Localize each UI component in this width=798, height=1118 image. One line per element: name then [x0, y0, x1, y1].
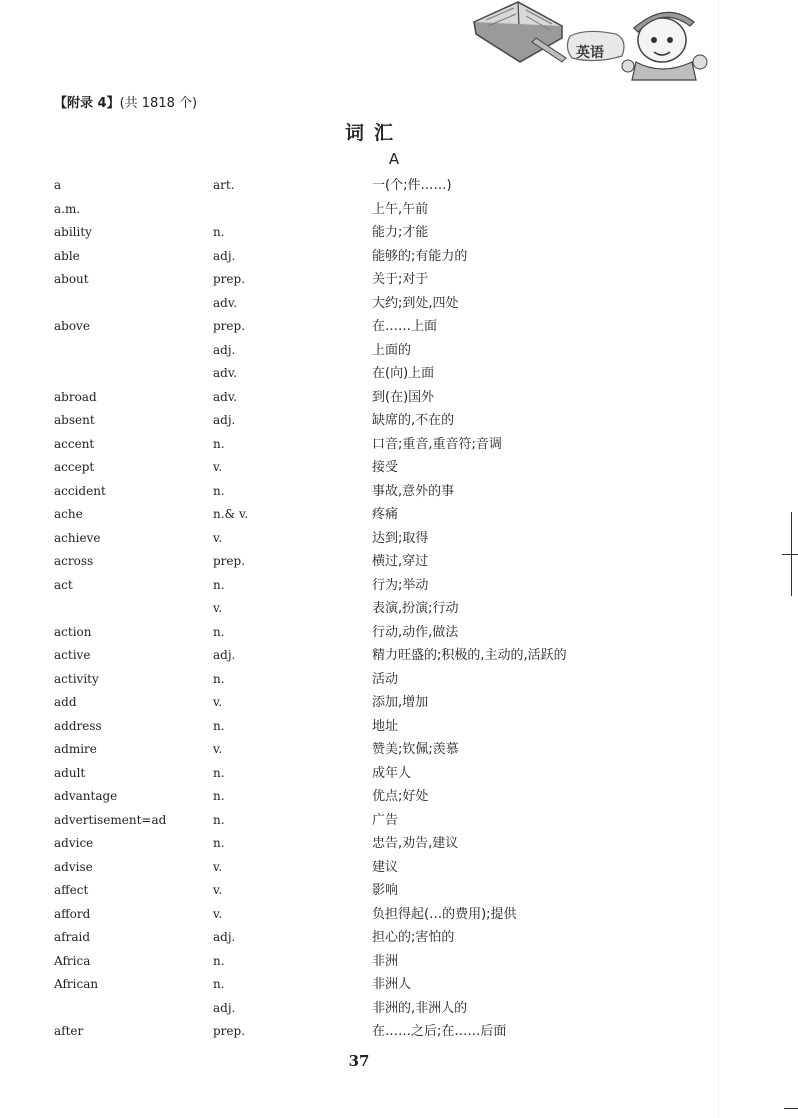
- vocab-row: [54, 1020, 694, 1044]
- vocab-meaning: 一(个;件……): [372, 178, 452, 193]
- vocab-meaning: 关于;对于: [372, 272, 429, 287]
- page-margin: [718, 0, 798, 1118]
- part-of-speech: v.: [213, 601, 223, 615]
- part-of-speech: adj.: [213, 413, 236, 427]
- part-of-speech: n.: [213, 836, 225, 850]
- vocab-row: [54, 644, 694, 668]
- vocab-meaning: 非洲: [372, 953, 399, 969]
- vocab-row: [54, 550, 694, 574]
- vocab-row: [54, 292, 694, 316]
- vocab-row: [54, 174, 694, 198]
- vocab-word: accent: [54, 436, 95, 451]
- part-of-speech: adv.: [213, 389, 238, 404]
- vocab-row: [54, 503, 694, 527]
- vocab-meaning: 优点;好处: [372, 789, 429, 804]
- vocab-word: absent: [54, 413, 95, 427]
- vocab-word: afraid: [54, 930, 91, 944]
- vocab-word: accept: [54, 460, 95, 474]
- vocab-meaning: 事故,意外的事: [372, 483, 455, 499]
- vocab-meaning: 上面的: [372, 342, 412, 358]
- part-of-speech: v.: [213, 883, 223, 897]
- vocab-meaning: 担心的;害怕的: [372, 930, 455, 945]
- vocab-row: [54, 409, 694, 433]
- part-of-speech: v.: [213, 695, 223, 709]
- part-of-speech: adj.: [213, 648, 236, 662]
- vocab-meaning: 行动,动作,做法: [372, 624, 459, 640]
- vocab-meaning: 地址: [372, 718, 399, 734]
- vocab-word: advice: [54, 836, 94, 850]
- vocab-meaning: 广告: [372, 812, 399, 828]
- vocab-word: advantage: [54, 789, 118, 803]
- crop-mark-bottom: [784, 1108, 798, 1109]
- vocab-row: [54, 973, 694, 997]
- vocab-meaning: 到(在)国外: [372, 389, 435, 405]
- vocab-row: [54, 315, 694, 339]
- part-of-speech: prep.: [213, 272, 246, 286]
- page-number: 37: [348, 1052, 370, 1070]
- vocab-meaning: 能够的;有能力的: [372, 248, 468, 264]
- vocab-word: add: [54, 695, 77, 709]
- part-of-speech: adv.: [213, 295, 238, 310]
- vocab-row: [54, 621, 694, 645]
- student-cartoon-icon: [622, 12, 707, 80]
- vocab-word: Africa: [54, 953, 91, 968]
- vocab-meaning: 精力旺盛的;积极的,主动的,活跃的: [372, 648, 567, 663]
- vocab-word: act: [54, 577, 73, 592]
- vocab-meaning: 接受: [372, 460, 399, 475]
- part-of-speech: adj.: [213, 248, 236, 263]
- vocab-meaning: 负担得起(…的费用);提供: [372, 906, 517, 922]
- appendix-label: 【附录 4】: [54, 96, 120, 111]
- part-of-speech: v.: [213, 859, 223, 874]
- part-of-speech: v.: [213, 460, 223, 474]
- vocab-row: [54, 574, 694, 598]
- subject-badge: 英语: [576, 45, 604, 61]
- vocab-meaning: 疼痛: [372, 507, 399, 522]
- vocab-word: advertisement=ad: [54, 812, 167, 827]
- vocab-row: [54, 245, 694, 269]
- vocab-row: [54, 362, 694, 386]
- vocab-row: [54, 597, 694, 621]
- vocab-row: [54, 879, 694, 903]
- vocab-row: [54, 856, 694, 880]
- part-of-speech: n.& v.: [213, 507, 249, 521]
- vocab-meaning: 在……上面: [372, 319, 438, 334]
- vocab-meaning: 赞美;钦佩;羡慕: [372, 742, 459, 757]
- vocab-word: ability: [54, 225, 92, 239]
- part-of-speech: adj.: [213, 1000, 236, 1015]
- part-of-speech: art.: [213, 178, 235, 192]
- part-of-speech: prep.: [213, 1024, 246, 1038]
- vocab-word: a: [54, 178, 62, 192]
- vocab-meaning: 忠告,劝告,建议: [372, 836, 459, 851]
- part-of-speech: n.: [213, 765, 225, 780]
- vocab-meaning: 添加,增加: [372, 695, 429, 710]
- part-of-speech: n.: [213, 789, 225, 803]
- vocab-row: [54, 715, 694, 739]
- vocab-row: [54, 903, 694, 927]
- vocab-meaning: 能力;才能: [372, 225, 429, 240]
- part-of-speech: v.: [213, 530, 223, 545]
- vocab-row: [54, 386, 694, 410]
- vocab-word: a.m.: [54, 201, 81, 216]
- vocab-meaning: 大约;到处,四处: [372, 295, 459, 311]
- vocab-word: abroad: [54, 389, 97, 404]
- vocab-word: about: [54, 272, 89, 286]
- part-of-speech: n.: [213, 577, 225, 592]
- vocab-row: [54, 926, 694, 950]
- vocab-meaning: 非洲的,非洲人的: [372, 1000, 468, 1016]
- vocab-meaning: 口音;重音,重音符;音调: [372, 436, 502, 452]
- vocab-row: [54, 950, 694, 974]
- vocab-row: [54, 997, 694, 1021]
- vocab-word: African: [54, 977, 99, 991]
- vocab-row: [54, 198, 694, 222]
- vocab-row: [54, 268, 694, 292]
- vocab-row: [54, 832, 694, 856]
- vocab-meaning: 行为;举动: [372, 577, 429, 593]
- part-of-speech: v.: [213, 906, 223, 921]
- vocab-meaning: 成年人: [372, 765, 412, 781]
- part-of-speech: n.: [213, 671, 225, 686]
- part-of-speech: prep.: [213, 319, 246, 333]
- part-of-speech: n.: [213, 624, 225, 639]
- vocab-meaning: 达到;取得: [372, 530, 429, 546]
- part-of-speech: n.: [213, 812, 225, 827]
- vocab-word: address: [54, 718, 102, 733]
- letter-heading: A: [388, 150, 400, 168]
- section-title: 词汇: [344, 122, 403, 144]
- vocab-meaning: 在……之后;在……后面: [372, 1024, 507, 1039]
- vocab-row: [54, 480, 694, 504]
- vocab-word: above: [54, 319, 90, 333]
- vocab-row: [54, 809, 694, 833]
- part-of-speech: adv.: [213, 366, 238, 380]
- vocab-row: [54, 691, 694, 715]
- vocab-word: afford: [54, 906, 91, 921]
- appendix-heading: [54, 92, 197, 111]
- part-of-speech: n.: [213, 483, 225, 498]
- part-of-speech: adj.: [213, 930, 236, 944]
- vocab-meaning: 建议: [372, 859, 399, 875]
- vocab-meaning: 横过,穿过: [372, 554, 429, 569]
- part-of-speech: adj.: [213, 342, 236, 357]
- part-of-speech: n.: [213, 225, 225, 239]
- vocab-word: action: [54, 624, 92, 639]
- part-of-speech: n.: [213, 436, 225, 451]
- vocab-row: [54, 456, 694, 480]
- part-of-speech: n.: [213, 953, 225, 968]
- vocab-word: after: [54, 1024, 84, 1038]
- vocab-row: [54, 433, 694, 457]
- part-of-speech: n.: [213, 718, 225, 733]
- book-icon: [474, 2, 566, 62]
- vocab-row: [54, 738, 694, 762]
- vocab-word: accident: [54, 483, 106, 498]
- vocab-row: [54, 221, 694, 245]
- vocab-word: able: [54, 248, 80, 263]
- vocab-word: admire: [54, 742, 97, 756]
- vocab-row: [54, 762, 694, 786]
- vocab-meaning: 在(向)上面: [372, 366, 435, 381]
- vocab-word: advise: [54, 859, 93, 874]
- part-of-speech: v.: [213, 742, 223, 756]
- vocab-word: ache: [54, 507, 83, 521]
- vocab-row: [54, 339, 694, 363]
- appendix-count: (共 1818 个): [119, 96, 198, 111]
- part-of-speech: prep.: [213, 554, 246, 568]
- vocab-meaning: 上午,午前: [372, 201, 429, 217]
- vocab-word: activity: [54, 671, 99, 686]
- vocab-word: achieve: [54, 530, 101, 545]
- vocab-meaning: 活动: [372, 671, 399, 687]
- vocab-row: [54, 668, 694, 692]
- vocab-meaning: 表演,扮演;行动: [372, 601, 459, 616]
- crop-mark-horizontal: [782, 554, 798, 555]
- vocab-word: active: [54, 648, 91, 662]
- vocab-word: adult: [54, 765, 86, 780]
- vocab-row: [54, 527, 694, 551]
- vocabulary-list: [54, 174, 694, 1044]
- vocab-word: affect: [54, 883, 89, 897]
- vocab-meaning: 非洲人: [372, 977, 412, 992]
- vocab-meaning: 缺席的,不在的: [372, 413, 455, 428]
- vocab-meaning: 影响: [372, 883, 399, 898]
- part-of-speech: n.: [213, 977, 225, 991]
- vocab-word: across: [54, 554, 94, 568]
- vocab-row: [54, 785, 694, 809]
